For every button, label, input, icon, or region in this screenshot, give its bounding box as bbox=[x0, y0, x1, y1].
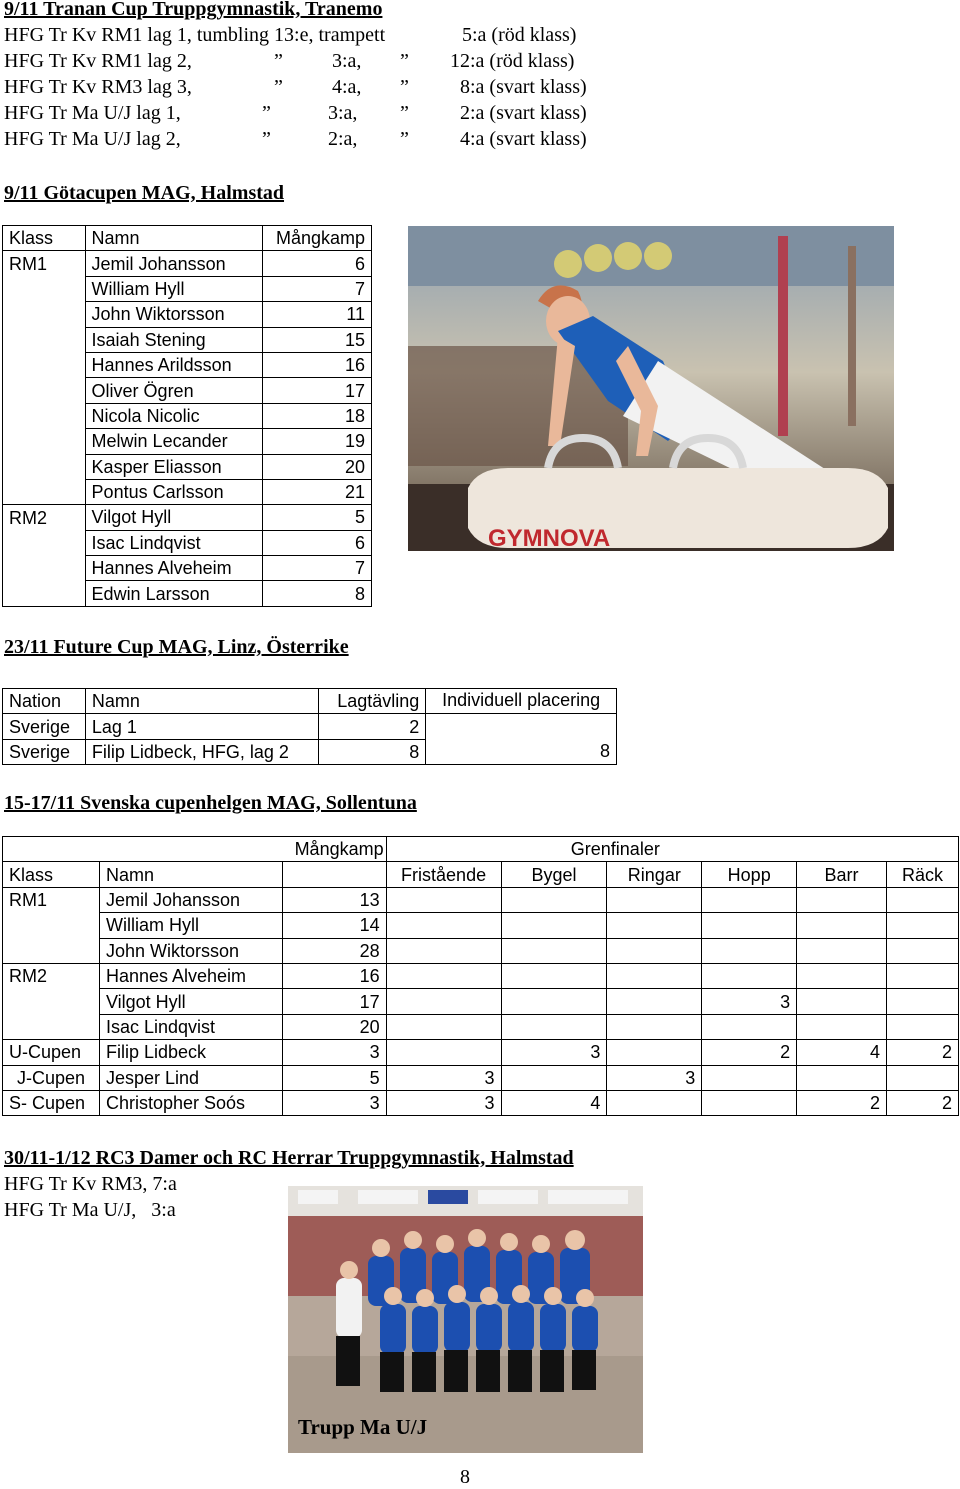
result-class: 4:a (svart klass) bbox=[460, 128, 587, 150]
cell-fristaende bbox=[386, 1040, 501, 1065]
cell-rack bbox=[886, 938, 958, 963]
table-row bbox=[3, 479, 372, 504]
cell-rack bbox=[886, 913, 958, 938]
cell-bygel bbox=[501, 989, 607, 1014]
result-team: HFG Tr Kv RM1 lag 2, bbox=[4, 50, 192, 72]
cell-klass bbox=[3, 989, 100, 1014]
cell-rack bbox=[886, 1065, 958, 1090]
cell-namn: Isac Lindqvist bbox=[85, 530, 263, 555]
result-team: HFG Tr Kv RM3 lag 3, bbox=[4, 76, 192, 98]
cell-namn: Isac Lindqvist bbox=[99, 1014, 282, 1039]
cell-mangkamp: 13 bbox=[282, 887, 386, 912]
cell-namn: Hannes Alveheim bbox=[85, 556, 263, 581]
ditto-mark: ” bbox=[400, 102, 409, 124]
team-photo bbox=[288, 1186, 643, 1453]
cell-klass: RM1 bbox=[3, 887, 100, 912]
cell-bygel bbox=[501, 1014, 607, 1039]
table-row bbox=[3, 403, 372, 428]
cell-namn: Edwin Larsson bbox=[85, 581, 263, 606]
pommel-horse-photo bbox=[408, 226, 894, 551]
cell-hopp bbox=[702, 1014, 797, 1039]
table-row bbox=[3, 530, 372, 555]
header-klass: Klass bbox=[3, 226, 86, 251]
result-class: 12:a (röd klass) bbox=[450, 50, 575, 72]
cell-klass bbox=[3, 378, 86, 403]
cell-namn: William Hyll bbox=[85, 276, 263, 301]
ditto-mark: ” bbox=[274, 50, 283, 72]
cell-individuell: 8 bbox=[426, 739, 617, 764]
cell-klass bbox=[3, 302, 86, 327]
cell-namn: Oliver Ögren bbox=[85, 378, 263, 403]
table-row bbox=[3, 1014, 959, 1039]
cell-klass bbox=[3, 429, 86, 454]
table-row bbox=[3, 989, 959, 1014]
cell-bygel: 4 bbox=[501, 1090, 607, 1115]
group-mangkamp: Mångkamp bbox=[3, 837, 387, 862]
header-namn: Namn bbox=[85, 689, 318, 714]
cell-rack bbox=[886, 887, 958, 912]
cell-ringar bbox=[607, 887, 702, 912]
cell-namn: Hannes Arildsson bbox=[85, 352, 263, 377]
cell-individuell bbox=[426, 714, 617, 739]
table-row bbox=[3, 1065, 959, 1090]
cell-mangkamp: 20 bbox=[263, 454, 372, 479]
group-header-row bbox=[3, 837, 959, 862]
result-team: HFG Tr Kv RM1 lag 1, tumbling 13:e, trampett bbox=[4, 24, 386, 46]
cell-mangkamp: 19 bbox=[263, 429, 372, 454]
rc3-result-line: HFG Tr Ma U/J, 3:a bbox=[4, 1199, 176, 1221]
cell-klass: S- Cupen bbox=[3, 1090, 100, 1115]
cell-hopp: 3 bbox=[702, 989, 797, 1014]
cell-klass bbox=[3, 556, 86, 581]
cell-ringar bbox=[607, 963, 702, 988]
result-class: 5:a (röd klass) bbox=[462, 24, 577, 46]
table-row bbox=[3, 1090, 959, 1115]
table-row bbox=[3, 913, 959, 938]
section-title-future-cup: 23/11 Future Cup MAG, Linz, Österrike bbox=[4, 636, 349, 658]
cell-mangkamp: 20 bbox=[282, 1014, 386, 1039]
cell-barr bbox=[797, 1014, 887, 1039]
table-row bbox=[3, 251, 372, 276]
header-ringar: Ringar bbox=[607, 862, 702, 887]
cell-namn: Jemil Johansson bbox=[85, 251, 263, 276]
cell-bygel bbox=[501, 913, 607, 938]
cell-ringar bbox=[607, 938, 702, 963]
header-individuell: Individuell placering bbox=[426, 689, 617, 714]
ditto-mark: ” bbox=[400, 128, 409, 150]
table-row bbox=[3, 581, 372, 606]
cell-namn: Hannes Alveheim bbox=[99, 963, 282, 988]
cell-barr bbox=[797, 887, 887, 912]
cell-namn: Filip Lidbeck, HFG, lag 2 bbox=[85, 739, 318, 764]
cell-namn: Vilgot Hyll bbox=[99, 989, 282, 1014]
table-row bbox=[3, 963, 959, 988]
cell-klass bbox=[3, 1014, 100, 1039]
header-lagtavling: Lagtävling bbox=[318, 689, 426, 714]
cell-klass: RM2 bbox=[3, 505, 86, 530]
cell-mangkamp: 7 bbox=[263, 276, 372, 301]
table-header-row bbox=[3, 689, 617, 714]
cell-fristaende: 3 bbox=[386, 1090, 501, 1115]
cell-klass: RM2 bbox=[3, 963, 100, 988]
cell-rack bbox=[886, 1014, 958, 1039]
header-namn: Namn bbox=[85, 226, 263, 251]
header-rack: Räck bbox=[886, 862, 958, 887]
cell-klass: RM1 bbox=[3, 251, 86, 276]
cell-fristaende bbox=[386, 963, 501, 988]
cell-mangkamp: 16 bbox=[282, 963, 386, 988]
ditto-mark: ” bbox=[400, 50, 409, 72]
cell-klass bbox=[3, 403, 86, 428]
header-hopp: Hopp bbox=[702, 862, 797, 887]
cell-ringar: 3 bbox=[607, 1065, 702, 1090]
cell-hopp bbox=[702, 1065, 797, 1090]
cell-mangkamp: 17 bbox=[282, 989, 386, 1014]
result-line bbox=[4, 50, 804, 73]
header-namn: Namn bbox=[99, 862, 282, 887]
table-row bbox=[3, 454, 372, 479]
cell-namn: Kasper Eliasson bbox=[85, 454, 263, 479]
table-row bbox=[3, 378, 372, 403]
cell-ringar bbox=[607, 913, 702, 938]
cell-mangkamp: 16 bbox=[263, 352, 372, 377]
cell-ringar bbox=[607, 1014, 702, 1039]
header-mangkamp: Mångkamp bbox=[263, 226, 372, 251]
cell-fristaende: 3 bbox=[386, 1065, 501, 1090]
cell-fristaende bbox=[386, 989, 501, 1014]
cell-nation: Sverige bbox=[3, 714, 86, 739]
header-mangkamp bbox=[282, 862, 386, 887]
header-fristaende: Fristående bbox=[386, 862, 501, 887]
group-grenfinaler: Grenfinaler bbox=[386, 837, 958, 862]
cell-barr: 4 bbox=[797, 1040, 887, 1065]
result-tumbling: 3:a, bbox=[328, 102, 358, 124]
cell-klass bbox=[3, 938, 100, 963]
cell-mangkamp: 3 bbox=[282, 1040, 386, 1065]
cell-mangkamp: 7 bbox=[263, 556, 372, 581]
cell-mangkamp: 3 bbox=[282, 1090, 386, 1115]
cell-namn: Melwin Lecander bbox=[85, 429, 263, 454]
cell-mangkamp: 21 bbox=[263, 479, 372, 504]
cell-klass bbox=[3, 327, 86, 352]
result-team: HFG Tr Ma U/J lag 2, bbox=[4, 128, 181, 150]
section-title-gotacupen: 9/11 Götacupen MAG, Halmstad bbox=[4, 182, 285, 204]
cell-mangkamp: 5 bbox=[263, 505, 372, 530]
cell-nation: Sverige bbox=[3, 739, 86, 764]
cell-hopp bbox=[702, 963, 797, 988]
cell-klass bbox=[3, 352, 86, 377]
cell-mangkamp: 11 bbox=[263, 302, 372, 327]
cell-fristaende bbox=[386, 887, 501, 912]
cell-namn: John Wiktorsson bbox=[99, 938, 282, 963]
gymnast-illustration bbox=[408, 226, 894, 551]
cell-namn: Jesper Lind bbox=[99, 1065, 282, 1090]
cell-mangkamp: 15 bbox=[263, 327, 372, 352]
cell-rack bbox=[886, 989, 958, 1014]
cell-klass bbox=[3, 454, 86, 479]
cell-mangkamp: 8 bbox=[263, 581, 372, 606]
cell-fristaende bbox=[386, 938, 501, 963]
table-row bbox=[3, 276, 372, 301]
cell-mangkamp: 6 bbox=[263, 251, 372, 276]
cell-hopp bbox=[702, 913, 797, 938]
table-row bbox=[3, 505, 372, 530]
cell-klass bbox=[3, 479, 86, 504]
result-class: 8:a (svart klass) bbox=[460, 76, 587, 98]
cell-bygel bbox=[501, 887, 607, 912]
section-title-rc3: 30/11-1/12 RC3 Damer och RC Herrar Truppgymnastik, Halmstad bbox=[4, 1147, 574, 1169]
cell-ringar bbox=[607, 1040, 702, 1065]
cell-rack: 2 bbox=[886, 1040, 958, 1065]
result-line bbox=[4, 102, 804, 125]
cell-namn: Filip Lidbeck bbox=[99, 1040, 282, 1065]
cell-namn: Vilgot Hyll bbox=[85, 505, 263, 530]
cell-barr bbox=[797, 963, 887, 988]
result-line bbox=[4, 24, 577, 47]
result-tumbling: 4:a, bbox=[332, 76, 362, 98]
cell-namn: Christopher Soós bbox=[99, 1090, 282, 1115]
cell-rack bbox=[886, 963, 958, 988]
section-title-cupenhelgen: 15-17/11 Svenska cupenhelgen MAG, Sollentuna bbox=[4, 792, 417, 814]
team-illustration bbox=[288, 1186, 643, 1453]
cupenhelgen-table bbox=[2, 836, 959, 1116]
result-class: 2:a (svart klass) bbox=[460, 102, 587, 124]
cell-namn: Isaiah Stening bbox=[85, 327, 263, 352]
future-cup-table bbox=[2, 688, 617, 765]
table-row bbox=[3, 302, 372, 327]
result-team: HFG Tr Ma U/J lag 1, bbox=[4, 102, 181, 124]
table-row bbox=[3, 887, 959, 912]
cell-ringar bbox=[607, 989, 702, 1014]
result-line bbox=[4, 76, 804, 99]
table-row bbox=[3, 556, 372, 581]
table-row bbox=[3, 1040, 959, 1065]
cell-hopp bbox=[702, 1090, 797, 1115]
team-photo-caption: Trupp Ma U/J bbox=[298, 1415, 428, 1439]
cell-klass bbox=[3, 276, 86, 301]
header-nation: Nation bbox=[3, 689, 86, 714]
cell-mangkamp: 14 bbox=[282, 913, 386, 938]
table-row bbox=[3, 714, 617, 739]
cell-hopp bbox=[702, 938, 797, 963]
header-bygel: Bygel bbox=[501, 862, 607, 887]
cell-namn: Pontus Carlsson bbox=[85, 479, 263, 504]
cell-mangkamp: 28 bbox=[282, 938, 386, 963]
header-klass: Klass bbox=[3, 862, 100, 887]
header-barr: Barr bbox=[797, 862, 887, 887]
cell-barr bbox=[797, 913, 887, 938]
table-row bbox=[3, 352, 372, 377]
section-title-tranan-cup: 9/11 Tranan Cup Truppgymnastik, Tranemo bbox=[4, 0, 383, 20]
cell-hopp: 2 bbox=[702, 1040, 797, 1065]
photo-brand-text: GYMNOVA bbox=[488, 525, 611, 551]
cell-lagtavling: 2 bbox=[318, 714, 426, 739]
ditto-mark: ” bbox=[262, 102, 271, 124]
cell-barr bbox=[797, 1065, 887, 1090]
ditto-mark: ” bbox=[400, 76, 409, 98]
cell-bygel bbox=[501, 963, 607, 988]
cell-barr: 2 bbox=[797, 1090, 887, 1115]
cell-lagtavling: 8 bbox=[318, 739, 426, 764]
table-row bbox=[3, 327, 372, 352]
cell-mangkamp: 6 bbox=[263, 530, 372, 555]
result-line bbox=[4, 128, 804, 151]
cell-rack: 2 bbox=[886, 1090, 958, 1115]
cell-bygel: 3 bbox=[501, 1040, 607, 1065]
cell-bygel bbox=[501, 1065, 607, 1090]
cell-hopp bbox=[702, 887, 797, 912]
ditto-mark: ” bbox=[262, 128, 271, 150]
cell-klass: J-Cupen bbox=[3, 1065, 100, 1090]
gotacupen-table bbox=[2, 225, 372, 607]
cell-mangkamp: 18 bbox=[263, 403, 372, 428]
cell-bygel bbox=[501, 938, 607, 963]
cell-fristaende bbox=[386, 913, 501, 938]
cell-namn: William Hyll bbox=[99, 913, 282, 938]
result-tumbling: 2:a, bbox=[328, 128, 358, 150]
cell-ringar bbox=[607, 1090, 702, 1115]
cell-namn: Nicola Nicolic bbox=[85, 403, 263, 428]
cell-mangkamp: 17 bbox=[263, 378, 372, 403]
cell-namn: John Wiktorsson bbox=[85, 302, 263, 327]
table-header-row bbox=[3, 226, 372, 251]
table-row bbox=[3, 429, 372, 454]
table-row bbox=[3, 739, 617, 764]
cell-klass bbox=[3, 530, 86, 555]
result-tumbling: 3:a, bbox=[332, 50, 362, 72]
cell-barr bbox=[797, 989, 887, 1014]
cell-namn: Lag 1 bbox=[85, 714, 318, 739]
rc3-result-line: HFG Tr Kv RM3, 7:a bbox=[4, 1173, 177, 1195]
ditto-mark: ” bbox=[274, 76, 283, 98]
page-number: 8 bbox=[460, 1466, 470, 1488]
table-row bbox=[3, 938, 959, 963]
cell-barr bbox=[797, 938, 887, 963]
cell-fristaende bbox=[386, 1014, 501, 1039]
cell-klass bbox=[3, 581, 86, 606]
cell-mangkamp: 5 bbox=[282, 1065, 386, 1090]
table-header-row bbox=[3, 862, 959, 887]
cell-klass bbox=[3, 913, 100, 938]
cell-klass: U-Cupen bbox=[3, 1040, 100, 1065]
cell-namn: Jemil Johansson bbox=[99, 887, 282, 912]
